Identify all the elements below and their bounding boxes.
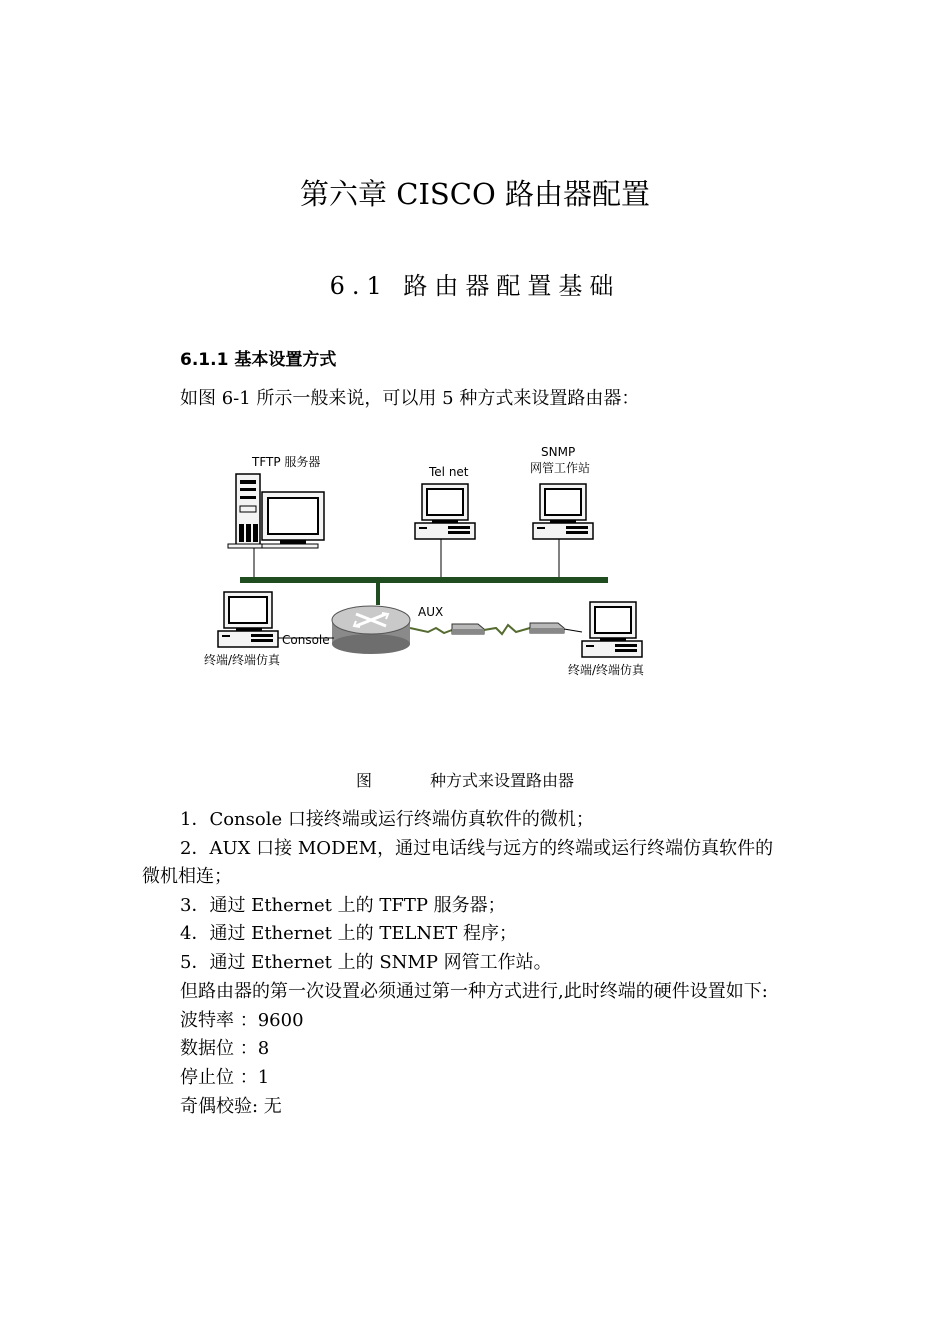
- setting-baud-rate: 波特率 ：9600: [180, 1010, 304, 1031]
- modem-left-icon: [452, 624, 484, 634]
- phone-line: [484, 625, 530, 634]
- snmp-workstation-icon: [533, 484, 593, 539]
- terminal-right-label: 终端/终端仿真: [568, 663, 645, 677]
- router-icon: [332, 606, 410, 654]
- list-item: 2．AUX 口接 MODEM，通过电话线与远方的终端或运行终端仿真软件的: [180, 838, 774, 859]
- chapter-title: 第六章 CISCO 路由器配置: [300, 177, 650, 211]
- figure-caption-prefix: 图: [356, 771, 373, 790]
- modem-right-icon: [530, 623, 564, 633]
- tftp-label: TFTP 服务器: [252, 455, 321, 469]
- snmp-label: SNMP: [541, 445, 576, 459]
- telnet-label: Tel net: [429, 465, 469, 479]
- subsection-title: 6.1.1 基本设置方式: [180, 350, 337, 370]
- setting-stop-bits: 停止位 ：1: [180, 1067, 270, 1088]
- setting-data-bits: 数据位 ：8: [180, 1038, 270, 1059]
- network-diagram: [196, 436, 666, 686]
- setting-parity: 奇偶校验: 无: [180, 1096, 282, 1117]
- list-item: 1．Console 口接终端或运行终端仿真软件的微机；: [180, 809, 594, 830]
- list-item-continuation: 微机相连；: [142, 866, 232, 887]
- note-paragraph: 但路由器的第一次设置必须通过第一种方式进行,此时终端的硬件设置如下:: [180, 981, 768, 1002]
- list-item: 5．通过 Ethernet 上的 SNMP 网管工作站。: [180, 952, 552, 973]
- section-title: 6.1 路由器配置基础: [329, 272, 621, 300]
- figure-caption-text: 种方式来设置路由器: [430, 771, 575, 790]
- ethernet-bus: [240, 577, 608, 583]
- list-item: 4．通过 Ethernet 上的 TELNET 程序；: [180, 923, 518, 944]
- intro-paragraph: 如图 6-1 所示一般来说，可以用 5 种方式来设置路由器：: [180, 388, 640, 409]
- list-item: 3．通过 Ethernet 上的 TFTP 服务器；: [180, 895, 506, 916]
- telnet-workstation-icon: [415, 484, 475, 539]
- terminal-left-label: 终端/终端仿真: [204, 653, 281, 667]
- aux-cable: [410, 628, 452, 633]
- snmp-station-label: 网管工作站: [530, 461, 591, 475]
- aux-label: AUX: [418, 605, 444, 619]
- console-label: Console: [282, 633, 330, 647]
- terminal-left-icon: [218, 592, 278, 647]
- terminal-right-icon: [582, 602, 642, 657]
- tftp-server-icon: [228, 474, 324, 548]
